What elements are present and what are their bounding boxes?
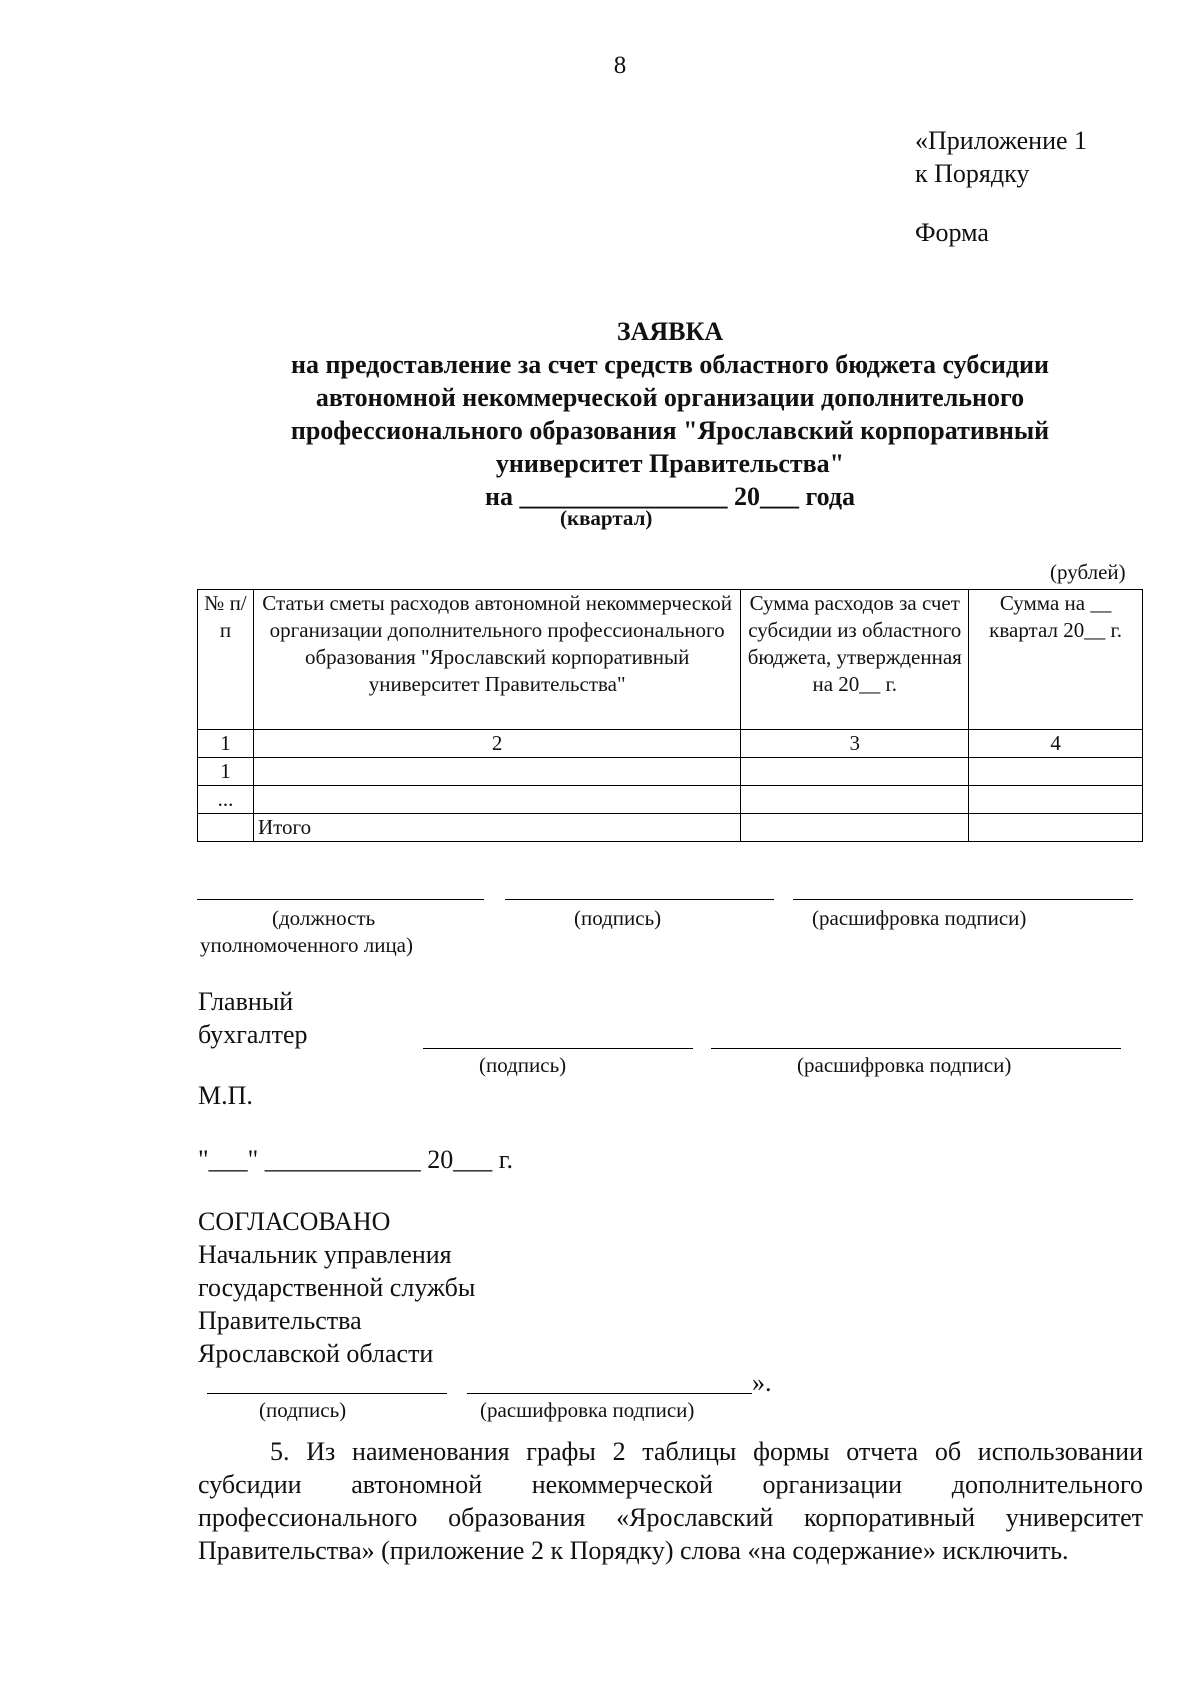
- title-line-6: на ________________ 20___ года: [484, 482, 856, 511]
- header-quarter-sum: Сумма на __ квартал 20__ г.: [969, 590, 1143, 730]
- stamp-label: М.П.: [198, 1081, 253, 1110]
- col-number-2: 2: [253, 730, 740, 758]
- document-title: [150, 315, 1190, 513]
- accountant-signature-line: [423, 1048, 693, 1049]
- approval-closing: ».: [752, 1368, 772, 1397]
- chief-accountant-line-1: Главный: [198, 987, 294, 1016]
- table-cell: [969, 758, 1143, 786]
- approval-title: СОГЛАСОВАНО: [198, 1207, 391, 1236]
- col-number-3: 3: [741, 730, 969, 758]
- table-cell: [741, 786, 969, 814]
- approval-line-3: Правительства: [198, 1306, 362, 1335]
- approval-line-2: государственной службы: [198, 1273, 476, 1302]
- header-number: № п/п: [198, 590, 254, 730]
- approval-decode-line: [467, 1393, 752, 1394]
- chief-accountant-line-2: бухгалтер: [198, 1020, 308, 1049]
- col-number-4: 4: [969, 730, 1143, 758]
- accountant-decode-line: [711, 1048, 1121, 1049]
- table-cell: [969, 814, 1143, 842]
- amendment-paragraph: 5. Из наименования графы 2 таблицы формы отчета об использовании субсидии автономной некоммерческой организации дополнительного профессионального образования «Ярославский корпоративный университет Правительства» (приложение 2 к Порядку) слова «на содержание» исключить.: [198, 1437, 1143, 1565]
- total-label: Итого: [253, 814, 740, 842]
- table-total-row: [198, 814, 1143, 842]
- appendix-line-2: к Порядку: [915, 159, 1030, 188]
- title-line-5: университет Правительства": [495, 449, 845, 478]
- position-caption: (должность: [272, 906, 376, 930]
- appendix-line-1: «Приложение 1: [915, 126, 1088, 155]
- form-label: Форма: [915, 218, 989, 247]
- col-number-1: 1: [198, 730, 254, 758]
- table-cell: [253, 786, 740, 814]
- table-cell: ...: [198, 786, 254, 814]
- chief-accountant-label: [198, 985, 308, 1051]
- units-label: (рублей): [1050, 560, 1126, 584]
- decode-caption: (расшифровка подписи): [812, 906, 1027, 930]
- accountant-signature-caption: (подпись): [479, 1053, 567, 1077]
- title-line-2: на предоставление за счет средств областного бюджета субсидии: [291, 350, 1049, 379]
- signature-decode-line: [793, 899, 1133, 900]
- table-row: [198, 758, 1143, 786]
- table-cell: 1: [198, 758, 254, 786]
- approval-line-1: Начальник управления: [198, 1240, 452, 1269]
- table-cell: [741, 758, 969, 786]
- table-column-numbers: [198, 730, 1143, 758]
- position-caption-2: уполномоченного лица): [200, 933, 413, 957]
- quarter-caption: (квартал): [560, 506, 653, 530]
- approval-line-4: Ярославской области: [198, 1339, 434, 1368]
- approval-decode-caption: (расшифровка подписи): [480, 1398, 695, 1422]
- date-line: "___" ____________ 20___ г.: [198, 1145, 513, 1174]
- table-cell: [253, 758, 740, 786]
- title-line-1: ЗАЯВКА: [616, 317, 724, 346]
- expense-table: [197, 589, 1143, 842]
- table-row: [198, 786, 1143, 814]
- header-items: Статьи сметы расходов автономной некоммерческой организации дополнительного профессионального образования "Ярославский корпоративный университет Правительства": [253, 590, 740, 730]
- signature-caption: (подпись): [574, 906, 662, 930]
- signature-line: [505, 899, 774, 900]
- approval-signature-line: [207, 1393, 447, 1394]
- approval-signature-caption: (подпись): [259, 1398, 347, 1422]
- page-number: 8: [613, 52, 627, 79]
- accountant-decode-caption: (расшифровка подписи): [797, 1053, 1012, 1077]
- header-approved-sum: Сумма расходов за счет субсидии из областного бюджета, утвержденная на 20__ г.: [741, 590, 969, 730]
- appendix-reference: [915, 124, 1087, 190]
- position-line: [197, 899, 484, 900]
- table-cell: [969, 786, 1143, 814]
- table-header-row: [198, 590, 1143, 730]
- title-line-4: профессионального образования "Ярославский корпоративный: [290, 416, 1050, 445]
- approval-block: [198, 1205, 475, 1370]
- table-cell: [741, 814, 969, 842]
- table-cell: [198, 814, 254, 842]
- title-line-3: автономной некоммерческой организации дополнительного: [315, 383, 1025, 412]
